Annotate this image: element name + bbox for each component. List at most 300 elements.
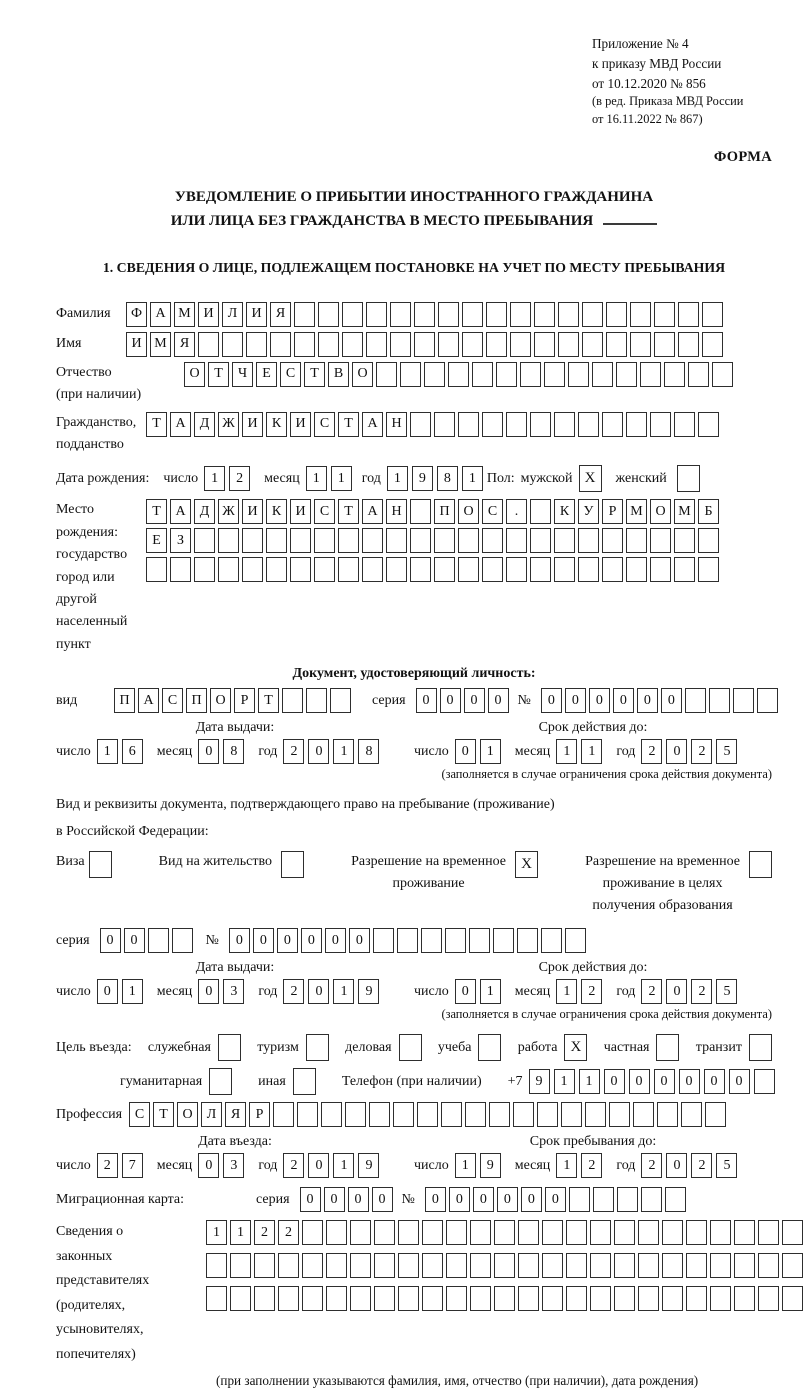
cell[interactable]: Ж: [218, 412, 239, 437]
cell[interactable]: 0: [124, 928, 145, 953]
cell[interactable]: [422, 1253, 443, 1278]
cell[interactable]: [614, 1253, 635, 1278]
cell[interactable]: 1: [581, 739, 602, 764]
cell[interactable]: 0: [464, 688, 485, 713]
cell[interactable]: [734, 1286, 755, 1311]
cell[interactable]: 1: [462, 466, 483, 491]
cell[interactable]: .: [506, 499, 527, 524]
cell[interactable]: А: [138, 688, 159, 713]
cell[interactable]: [686, 1286, 707, 1311]
cell[interactable]: [662, 1286, 683, 1311]
cell[interactable]: [486, 332, 507, 357]
cell[interactable]: Д: [194, 499, 215, 524]
cell[interactable]: [757, 688, 778, 713]
cell[interactable]: 2: [641, 979, 662, 1004]
cell[interactable]: [518, 1220, 539, 1245]
cell[interactable]: [410, 499, 431, 524]
cell[interactable]: [172, 928, 193, 953]
cell[interactable]: [520, 362, 541, 387]
cell[interactable]: А: [362, 499, 383, 524]
cell[interactable]: Б: [698, 499, 719, 524]
cell[interactable]: 2: [229, 466, 250, 491]
cell[interactable]: [710, 1253, 731, 1278]
cell[interactable]: [709, 688, 730, 713]
cell[interactable]: 1: [97, 739, 118, 764]
cell[interactable]: [290, 557, 311, 582]
cell[interactable]: [350, 1286, 371, 1311]
cell[interactable]: П: [186, 688, 207, 713]
cell[interactable]: [518, 1253, 539, 1278]
cell[interactable]: С: [314, 412, 335, 437]
cell[interactable]: И: [126, 332, 147, 357]
cell[interactable]: 0: [541, 688, 562, 713]
cell[interactable]: [530, 412, 551, 437]
cell[interactable]: [674, 557, 695, 582]
cell[interactable]: [582, 332, 603, 357]
cell[interactable]: Я: [174, 332, 195, 357]
cell[interactable]: 0: [521, 1187, 542, 1212]
cell[interactable]: О: [210, 688, 231, 713]
cell[interactable]: [386, 557, 407, 582]
cell[interactable]: 1: [331, 466, 352, 491]
cell[interactable]: [626, 528, 647, 553]
cell[interactable]: [278, 1253, 299, 1278]
cell[interactable]: [657, 1102, 678, 1127]
cell[interactable]: 0: [372, 1187, 393, 1212]
cell[interactable]: 1: [579, 1069, 600, 1094]
cell[interactable]: 1: [455, 1153, 476, 1178]
cell[interactable]: [640, 362, 661, 387]
cell[interactable]: [542, 1253, 563, 1278]
cell[interactable]: [606, 332, 627, 357]
cell[interactable]: 2: [581, 1153, 602, 1178]
cell[interactable]: С: [162, 688, 183, 713]
cell[interactable]: П: [114, 688, 135, 713]
cell[interactable]: [650, 528, 671, 553]
cell[interactable]: [578, 528, 599, 553]
cell[interactable]: 1: [333, 739, 354, 764]
cell[interactable]: И: [290, 412, 311, 437]
cell[interactable]: О: [352, 362, 373, 387]
cell[interactable]: [674, 528, 695, 553]
cell[interactable]: 2: [691, 739, 712, 764]
cell[interactable]: [554, 528, 575, 553]
cell[interactable]: 0: [349, 928, 370, 953]
cell[interactable]: Н: [386, 499, 407, 524]
cell[interactable]: Т: [146, 412, 167, 437]
cell[interactable]: 9: [529, 1069, 550, 1094]
cell[interactable]: Т: [208, 362, 229, 387]
cell[interactable]: 0: [301, 928, 322, 953]
cell[interactable]: 0: [449, 1187, 470, 1212]
cell[interactable]: [398, 1220, 419, 1245]
cell[interactable]: [754, 1069, 775, 1094]
cell[interactable]: 8: [358, 739, 379, 764]
cell[interactable]: [602, 557, 623, 582]
cell[interactable]: В: [328, 362, 349, 387]
cell[interactable]: [330, 688, 351, 713]
cell[interactable]: [630, 332, 651, 357]
cell[interactable]: [302, 1220, 323, 1245]
cell[interactable]: С: [280, 362, 301, 387]
cell[interactable]: [376, 362, 397, 387]
visa-checkbox[interactable]: [89, 851, 112, 878]
sex-female-checkbox[interactable]: [677, 465, 700, 492]
cell[interactable]: [230, 1286, 251, 1311]
cell[interactable]: 5: [716, 739, 737, 764]
purpose-tourism-checkbox[interactable]: [306, 1034, 329, 1061]
cell[interactable]: [326, 1220, 347, 1245]
cell[interactable]: [616, 362, 637, 387]
cell[interactable]: С: [129, 1102, 150, 1127]
purpose-private-checkbox[interactable]: [656, 1034, 679, 1061]
cell[interactable]: 1: [230, 1220, 251, 1245]
cell[interactable]: М: [674, 499, 695, 524]
cell[interactable]: О: [458, 499, 479, 524]
cell[interactable]: 1: [204, 466, 225, 491]
cell[interactable]: 0: [666, 1153, 687, 1178]
purpose-transit-checkbox[interactable]: [749, 1034, 772, 1061]
cell[interactable]: [194, 557, 215, 582]
cell[interactable]: 1: [333, 979, 354, 1004]
cell[interactable]: [302, 1253, 323, 1278]
cell[interactable]: 5: [716, 1153, 737, 1178]
cell[interactable]: [297, 1102, 318, 1127]
cell[interactable]: [566, 1286, 587, 1311]
cell[interactable]: [582, 302, 603, 327]
cell[interactable]: [614, 1286, 635, 1311]
cell[interactable]: 1: [556, 979, 577, 1004]
cell[interactable]: [493, 928, 514, 953]
cell[interactable]: Ж: [218, 499, 239, 524]
cell[interactable]: [470, 1253, 491, 1278]
cell[interactable]: [146, 557, 167, 582]
cell[interactable]: 2: [254, 1220, 275, 1245]
cell[interactable]: Л: [222, 302, 243, 327]
cell[interactable]: [350, 1220, 371, 1245]
cell[interactable]: 2: [581, 979, 602, 1004]
cell[interactable]: [206, 1253, 227, 1278]
cell[interactable]: [446, 1253, 467, 1278]
cell[interactable]: [544, 362, 565, 387]
cell[interactable]: Т: [338, 499, 359, 524]
cell[interactable]: [458, 412, 479, 437]
cell[interactable]: [698, 412, 719, 437]
cell[interactable]: [654, 332, 675, 357]
cell[interactable]: [446, 1220, 467, 1245]
cell[interactable]: О: [184, 362, 205, 387]
cell[interactable]: 0: [679, 1069, 700, 1094]
cell[interactable]: [566, 1253, 587, 1278]
purpose-official-checkbox[interactable]: [218, 1034, 241, 1061]
cell[interactable]: 0: [348, 1187, 369, 1212]
cell[interactable]: [422, 1220, 443, 1245]
cell[interactable]: 1: [480, 979, 501, 1004]
cell[interactable]: 5: [716, 979, 737, 1004]
cell[interactable]: А: [170, 412, 191, 437]
cell[interactable]: [273, 1102, 294, 1127]
cell[interactable]: [218, 557, 239, 582]
cell[interactable]: [338, 528, 359, 553]
cell[interactable]: 2: [283, 979, 304, 1004]
cell[interactable]: [458, 528, 479, 553]
cell[interactable]: [702, 302, 723, 327]
cell[interactable]: С: [482, 499, 503, 524]
cell[interactable]: Н: [386, 412, 407, 437]
cell[interactable]: [469, 928, 490, 953]
cell[interactable]: [626, 412, 647, 437]
cell[interactable]: [282, 688, 303, 713]
cell[interactable]: [446, 1286, 467, 1311]
cell[interactable]: 0: [324, 1187, 345, 1212]
cell[interactable]: [434, 412, 455, 437]
cell[interactable]: [417, 1102, 438, 1127]
cell[interactable]: [434, 557, 455, 582]
cell[interactable]: [393, 1102, 414, 1127]
cell[interactable]: [561, 1102, 582, 1127]
cell[interactable]: [558, 332, 579, 357]
cell[interactable]: [554, 412, 575, 437]
cell[interactable]: [266, 557, 287, 582]
cell[interactable]: 0: [416, 688, 437, 713]
cell[interactable]: [686, 1220, 707, 1245]
cell[interactable]: [638, 1220, 659, 1245]
cell[interactable]: [517, 928, 538, 953]
cell[interactable]: [665, 1187, 686, 1212]
cell[interactable]: Т: [304, 362, 325, 387]
cell[interactable]: [338, 557, 359, 582]
cell[interactable]: [592, 362, 613, 387]
cell[interactable]: [506, 412, 527, 437]
cell[interactable]: [542, 1220, 563, 1245]
cell[interactable]: 3: [223, 1153, 244, 1178]
cell[interactable]: [445, 928, 466, 953]
cell[interactable]: 0: [440, 688, 461, 713]
cell[interactable]: [421, 928, 442, 953]
cell[interactable]: 9: [480, 1153, 501, 1178]
cell[interactable]: 0: [97, 979, 118, 1004]
cell[interactable]: [758, 1253, 779, 1278]
cell[interactable]: [294, 332, 315, 357]
cell[interactable]: [398, 1253, 419, 1278]
cell[interactable]: 2: [97, 1153, 118, 1178]
cell[interactable]: И: [242, 412, 263, 437]
cell[interactable]: [242, 528, 263, 553]
cell[interactable]: [782, 1253, 803, 1278]
cell[interactable]: 1: [556, 1153, 577, 1178]
cell[interactable]: [386, 528, 407, 553]
cell[interactable]: [318, 302, 339, 327]
cell[interactable]: 0: [666, 739, 687, 764]
cell[interactable]: [614, 1220, 635, 1245]
cell[interactable]: [602, 412, 623, 437]
cell[interactable]: [602, 528, 623, 553]
cell[interactable]: Р: [249, 1102, 270, 1127]
cell[interactable]: [513, 1102, 534, 1127]
cell[interactable]: [218, 528, 239, 553]
cell[interactable]: [638, 1286, 659, 1311]
cell[interactable]: [609, 1102, 630, 1127]
cell[interactable]: И: [290, 499, 311, 524]
cell[interactable]: 3: [223, 979, 244, 1004]
cell[interactable]: [278, 1286, 299, 1311]
cell[interactable]: [782, 1286, 803, 1311]
cell[interactable]: Т: [146, 499, 167, 524]
cell[interactable]: [362, 557, 383, 582]
temp-residence-edu-checkbox[interactable]: [749, 851, 772, 878]
cell[interactable]: [565, 928, 586, 953]
cell[interactable]: [326, 1253, 347, 1278]
cell[interactable]: [654, 302, 675, 327]
cell[interactable]: [506, 557, 527, 582]
cell[interactable]: [702, 332, 723, 357]
cell[interactable]: [374, 1253, 395, 1278]
cell[interactable]: М: [626, 499, 647, 524]
cell[interactable]: [494, 1286, 515, 1311]
cell[interactable]: [662, 1253, 683, 1278]
cell[interactable]: [534, 332, 555, 357]
cell[interactable]: [254, 1286, 275, 1311]
cell[interactable]: У: [578, 499, 599, 524]
cell[interactable]: [482, 412, 503, 437]
cell[interactable]: [686, 1253, 707, 1278]
cell[interactable]: [350, 1253, 371, 1278]
cell[interactable]: [494, 1253, 515, 1278]
cell[interactable]: 8: [437, 466, 458, 491]
cell[interactable]: [678, 302, 699, 327]
cell[interactable]: 9: [358, 979, 379, 1004]
cell[interactable]: [554, 557, 575, 582]
cell[interactable]: [398, 1286, 419, 1311]
cell[interactable]: И: [246, 302, 267, 327]
cell[interactable]: [373, 928, 394, 953]
cell[interactable]: М: [150, 332, 171, 357]
cell[interactable]: [242, 557, 263, 582]
cell[interactable]: [617, 1187, 638, 1212]
cell[interactable]: 0: [277, 928, 298, 953]
cell[interactable]: [362, 528, 383, 553]
cell[interactable]: 0: [545, 1187, 566, 1212]
cell[interactable]: 9: [412, 466, 433, 491]
cell[interactable]: [482, 557, 503, 582]
cell[interactable]: М: [174, 302, 195, 327]
cell[interactable]: 0: [704, 1069, 725, 1094]
cell[interactable]: 0: [637, 688, 658, 713]
cell[interactable]: 0: [488, 688, 509, 713]
cell[interactable]: 2: [691, 1153, 712, 1178]
cell[interactable]: [578, 412, 599, 437]
cell[interactable]: С: [314, 499, 335, 524]
cell[interactable]: [465, 1102, 486, 1127]
cell[interactable]: [489, 1102, 510, 1127]
cell[interactable]: [170, 557, 191, 582]
cell[interactable]: [566, 1220, 587, 1245]
cell[interactable]: [782, 1220, 803, 1245]
cell[interactable]: [641, 1187, 662, 1212]
cell[interactable]: [410, 557, 431, 582]
purpose-humanitarian-checkbox[interactable]: [209, 1068, 232, 1095]
cell[interactable]: [674, 412, 695, 437]
purpose-business-checkbox[interactable]: [399, 1034, 422, 1061]
cell[interactable]: [578, 557, 599, 582]
cell[interactable]: [254, 1253, 275, 1278]
cell[interactable]: [638, 1253, 659, 1278]
cell[interactable]: [626, 557, 647, 582]
cell[interactable]: А: [150, 302, 171, 327]
cell[interactable]: [390, 302, 411, 327]
cell[interactable]: 0: [654, 1069, 675, 1094]
cell[interactable]: [590, 1253, 611, 1278]
cell[interactable]: 0: [565, 688, 586, 713]
cell[interactable]: [374, 1220, 395, 1245]
cell[interactable]: [397, 928, 418, 953]
cell[interactable]: [568, 362, 589, 387]
cell[interactable]: 2: [691, 979, 712, 1004]
cell[interactable]: Ч: [232, 362, 253, 387]
cell[interactable]: [230, 1253, 251, 1278]
cell[interactable]: [662, 1220, 683, 1245]
cell[interactable]: [424, 362, 445, 387]
cell[interactable]: Р: [602, 499, 623, 524]
cell[interactable]: [342, 332, 363, 357]
cell[interactable]: 7: [122, 1153, 143, 1178]
cell[interactable]: [434, 528, 455, 553]
cell[interactable]: [410, 412, 431, 437]
cell[interactable]: [664, 362, 685, 387]
cell[interactable]: [530, 528, 551, 553]
cell[interactable]: [374, 1286, 395, 1311]
cell[interactable]: [734, 1253, 755, 1278]
cell[interactable]: [290, 528, 311, 553]
cell[interactable]: [650, 412, 671, 437]
cell[interactable]: [441, 1102, 462, 1127]
cell[interactable]: 0: [473, 1187, 494, 1212]
cell[interactable]: [518, 1286, 539, 1311]
cell[interactable]: [462, 332, 483, 357]
cell[interactable]: [734, 1220, 755, 1245]
cell[interactable]: 0: [253, 928, 274, 953]
cell[interactable]: И: [198, 302, 219, 327]
purpose-other-checkbox[interactable]: [293, 1068, 316, 1095]
cell[interactable]: [414, 332, 435, 357]
residence-permit-checkbox[interactable]: [281, 851, 304, 878]
cell[interactable]: 2: [641, 1153, 662, 1178]
cell[interactable]: 1: [206, 1220, 227, 1245]
cell[interactable]: [314, 557, 335, 582]
cell[interactable]: [366, 332, 387, 357]
cell[interactable]: 0: [198, 979, 219, 1004]
purpose-study-checkbox[interactable]: [478, 1034, 501, 1061]
cell[interactable]: [482, 528, 503, 553]
cell[interactable]: [321, 1102, 342, 1127]
cell[interactable]: Ф: [126, 302, 147, 327]
cell[interactable]: [510, 302, 531, 327]
cell[interactable]: Я: [225, 1102, 246, 1127]
cell[interactable]: [222, 332, 243, 357]
cell[interactable]: [698, 557, 719, 582]
cell[interactable]: [206, 1286, 227, 1311]
cell[interactable]: [506, 528, 527, 553]
cell[interactable]: [710, 1286, 731, 1311]
cell[interactable]: [366, 302, 387, 327]
cell[interactable]: [318, 332, 339, 357]
cell[interactable]: О: [650, 499, 671, 524]
cell[interactable]: [685, 688, 706, 713]
cell[interactable]: Л: [201, 1102, 222, 1127]
cell[interactable]: 0: [300, 1187, 321, 1212]
cell[interactable]: О: [177, 1102, 198, 1127]
cell[interactable]: [758, 1220, 779, 1245]
